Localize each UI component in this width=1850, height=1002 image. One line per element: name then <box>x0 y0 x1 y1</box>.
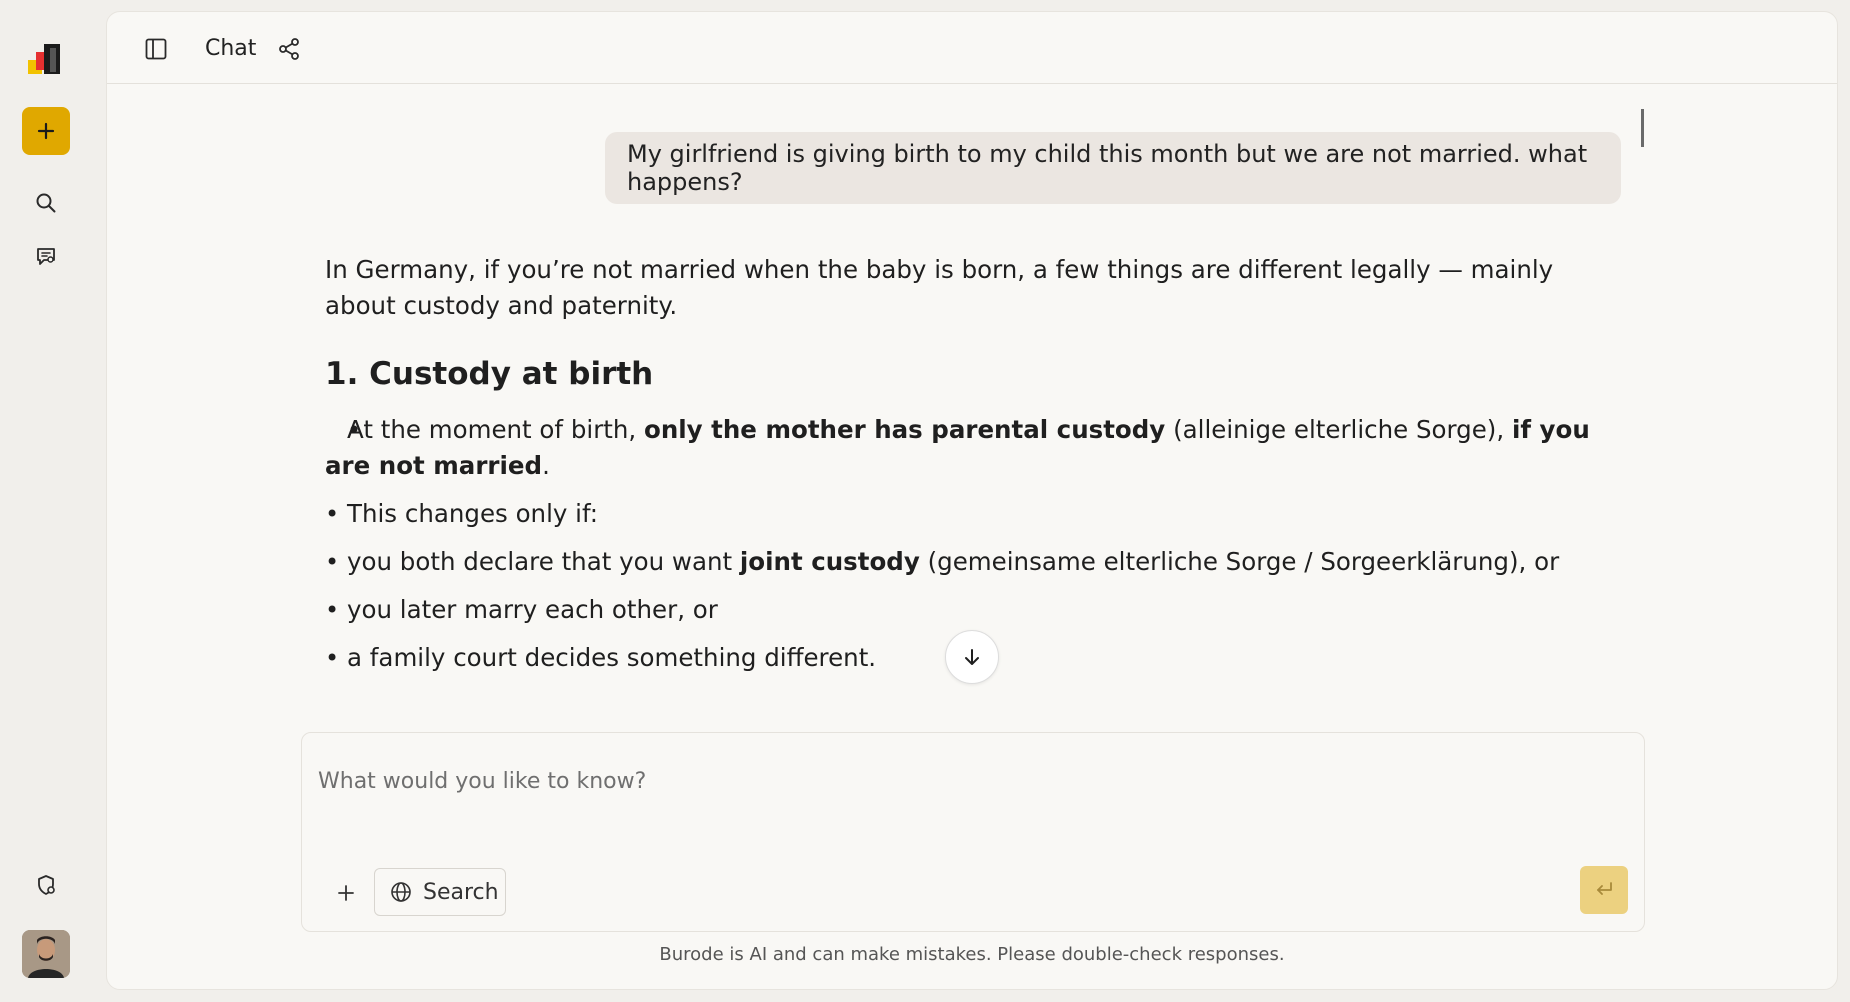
prompt-input[interactable] <box>318 769 1618 794</box>
plus-icon <box>36 121 56 141</box>
shield-gear-icon <box>34 873 58 897</box>
assistant-answer <box>325 252 1625 688</box>
answer-heading: 1. Custody at birth <box>325 356 654 392</box>
list-item: • you both declare that you want joint custody (gemeinsame elterliche Sorge / Sorgeerklärung), or <box>325 544 1625 580</box>
arrow-down-icon <box>961 646 983 668</box>
list-item: • a family court decides something different. <box>325 640 1625 676</box>
list-item: • you later marry each other, or <box>325 592 1625 628</box>
chat-history-button[interactable] <box>26 237 66 277</box>
attach-button[interactable] <box>330 877 362 909</box>
send-button[interactable] <box>1580 866 1628 914</box>
plus-icon <box>336 883 356 903</box>
user-message-text: My girlfriend is giving birth to my child this month but we are not married. what happens? <box>627 140 1588 196</box>
user-avatar[interactable] <box>22 930 70 978</box>
settings-shield-button[interactable] <box>26 865 66 905</box>
new-chat-button[interactable] <box>22 107 70 155</box>
web-search-toggle[interactable] <box>374 868 506 916</box>
disclaimer-text: Burode is AI and can make mistakes. Please double-check responses. <box>659 944 1285 965</box>
share-icon <box>275 35 303 63</box>
globe-icon <box>389 880 413 904</box>
answer-intro: In Germany, if you’re not married when the baby is born, a few things are different legally — mainly about custody and paternity. <box>325 255 1554 320</box>
share-button[interactable] <box>275 35 303 63</box>
sidebar-icon <box>143 36 169 62</box>
search-icon <box>34 191 58 215</box>
app-logo[interactable] <box>28 42 68 76</box>
user-message-bubble <box>605 132 1621 204</box>
left-rail <box>0 0 106 1002</box>
search-label: Search <box>423 879 499 905</box>
chat-panel <box>106 11 1838 990</box>
search-button[interactable] <box>26 183 66 223</box>
page-title: Chat <box>205 36 257 61</box>
message-composer <box>301 732 1645 932</box>
scroll-to-bottom-button[interactable] <box>945 630 999 684</box>
top-bar <box>107 12 1837 84</box>
chat-history-icon <box>34 245 58 269</box>
scrollbar-thumb[interactable] <box>1641 109 1644 147</box>
enter-icon <box>1592 878 1616 902</box>
list-item: • This changes only if: <box>325 496 1625 532</box>
sidebar-toggle-button[interactable] <box>143 36 169 62</box>
list-item: • At the moment of birth, only the mother has parental custody (alleinige elterliche Sorge), if you are not married. <box>325 412 1625 484</box>
